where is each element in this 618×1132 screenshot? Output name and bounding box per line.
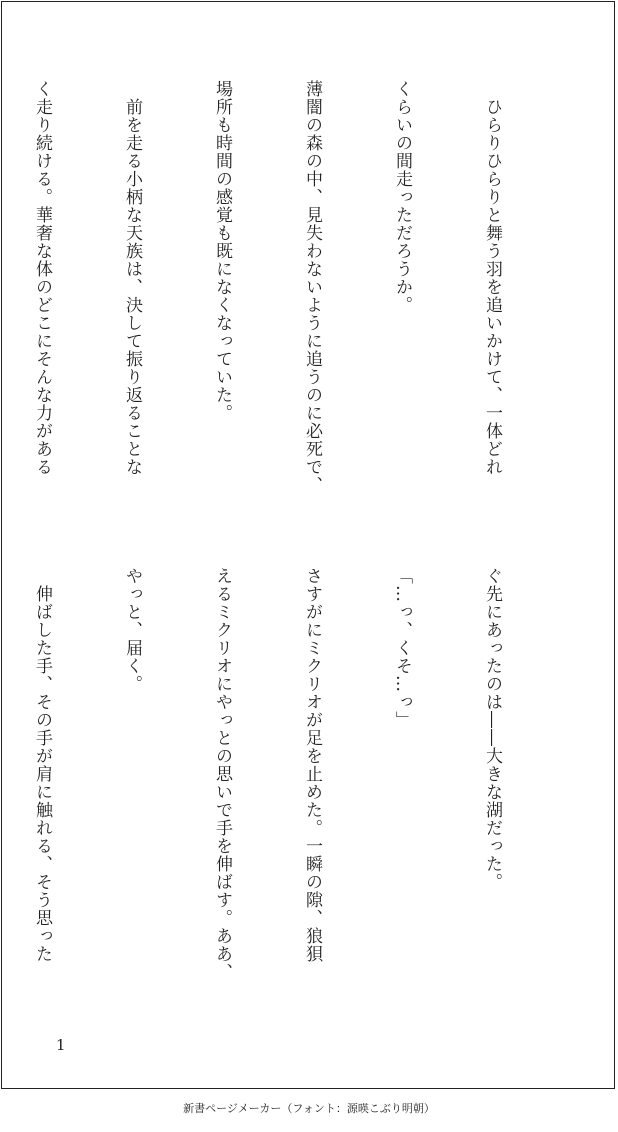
text-line: やっと、届く。: [122, 567, 142, 693]
page-number: 1: [56, 1036, 66, 1054]
text-line: 薄闇の森の中、見失わないように追うのに必死で、: [302, 80, 322, 494]
text-line: さすがにミクリオが足を止めた。一瞬の隙、狼狽: [302, 567, 322, 963]
text-line: 前を走る小柄な天族は、決して振り返ることな: [122, 80, 142, 476]
footer-credit: 新書ページメーカー（フォント：源暎こぶり明朝）: [183, 1102, 435, 1115]
text-line: くらいの間走っただろうか。: [392, 80, 412, 314]
page-frame: [1, 1, 615, 1089]
text-block-lower: [32, 567, 567, 1012]
text-line: 「…っ、くそ…っ」: [392, 567, 412, 729]
text-line: えるミクリオにやっとの思いで手を伸ばす。ああ、: [212, 567, 232, 981]
text-line: く走り続ける。華奢な体のどこにそんな力がある: [32, 80, 52, 476]
text-line: 場所も時間の感覚も既になくなっていた。: [212, 80, 232, 422]
text-line: ひらりひらりと舞う羽を追いかけて、一体どれ: [482, 80, 502, 476]
text-line: 伸ばした手、その手が肩に触れる、そう思った: [32, 567, 52, 963]
text-line: ぐ先にあったのは――大きな湖だった。: [482, 567, 502, 891]
text-block-upper: [32, 80, 567, 525]
